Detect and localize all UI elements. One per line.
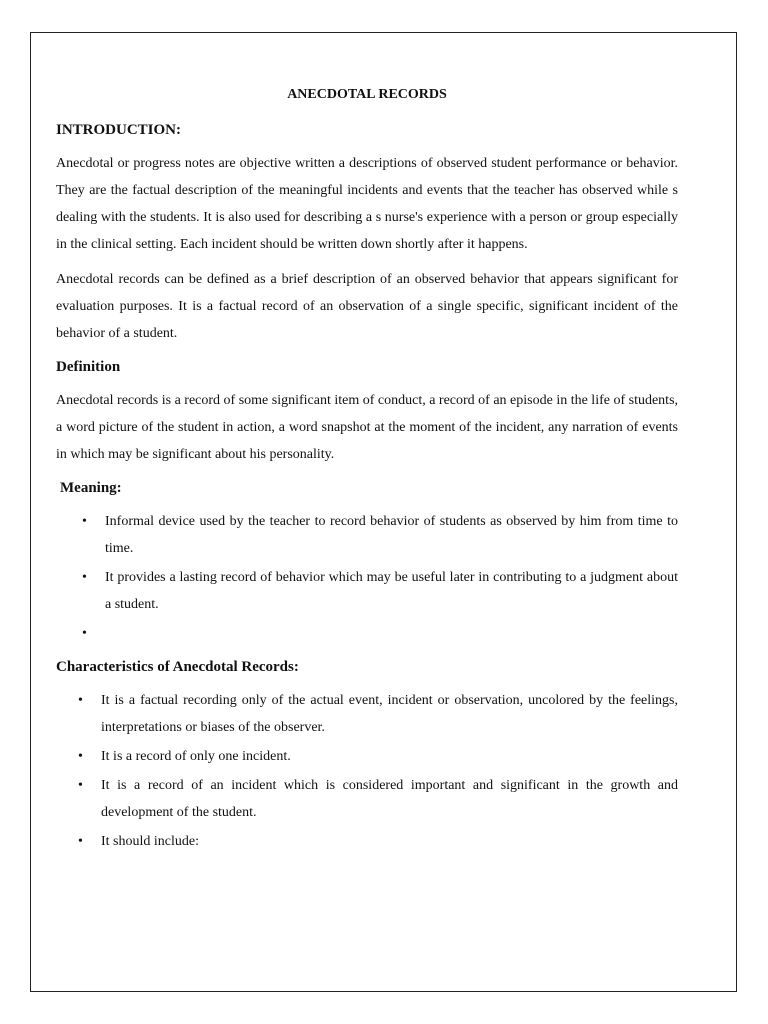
bullet-icon: • bbox=[78, 778, 83, 793]
definition-paragraph: Anecdotal records is a record of some significant item of conduct, a record of an episode in the life of students, a word picture of the student in action, a word snapshot at the moment of the incident, any narration of events in which may be significant about his personality. bbox=[56, 393, 679, 462]
introduction-heading: INTRODUCTION: bbox=[56, 122, 182, 138]
characteristics-heading: Characteristics of Anecdotal Records: bbox=[56, 659, 299, 675]
bullet-icon: • bbox=[78, 693, 83, 708]
characteristics-list bbox=[56, 687, 678, 855]
list-item-text: It should include: bbox=[101, 834, 199, 849]
list-item-text: It is a factual recording only of the actual event, incident or observation, uncolored by the feelings, interpretations or biases of the observer. bbox=[101, 693, 678, 735]
meaning-list bbox=[56, 508, 678, 647]
list-item bbox=[56, 772, 678, 826]
list-item bbox=[56, 564, 678, 618]
list-item bbox=[56, 828, 678, 855]
bullet-icon: • bbox=[82, 514, 87, 529]
bullet-icon: • bbox=[82, 570, 87, 585]
list-item-text: It is a record of an incident which is considered important and significant in the growth and development of the student. bbox=[101, 778, 678, 820]
list-item-text: Informal device used by the teacher to record behavior of students as observed by him from time to time. bbox=[105, 514, 678, 556]
bullet-icon: • bbox=[78, 749, 83, 764]
introduction-paragraph-2: Anecdotal records can be defined as a brief description of an observed behavior that appears significant for evaluation purposes. It is a factual record of an observation of a single specific, significant incident of the behavior of a student. bbox=[56, 272, 678, 341]
definition-heading: Definition bbox=[56, 359, 121, 375]
document-title: ANECDOTAL RECORDS bbox=[287, 87, 447, 102]
bullet-icon: • bbox=[78, 834, 83, 849]
meaning-heading: Meaning: bbox=[60, 480, 122, 496]
list-item bbox=[56, 743, 678, 770]
bullet-icon: • bbox=[82, 626, 87, 641]
list-item bbox=[56, 508, 678, 562]
list-item-text: It is a record of only one incident. bbox=[101, 749, 291, 764]
list-item bbox=[56, 687, 678, 741]
introduction-paragraph-1: Anecdotal or progress notes are objective written a descriptions of observed student performance or behavior. They are the factual description of the meaningful incidents and events that the teacher has observed while s dealing with the students. It is also used for describing a s nurse's experience with a person or group especially in the clinical setting. Each incident should be written down shortly after it happens. bbox=[56, 156, 678, 252]
list-item-text: It provides a lasting record of behavior which may be useful later in contributing to a judgment about a student. bbox=[105, 570, 678, 612]
document-body bbox=[56, 84, 678, 863]
list-item-empty bbox=[56, 620, 678, 647]
